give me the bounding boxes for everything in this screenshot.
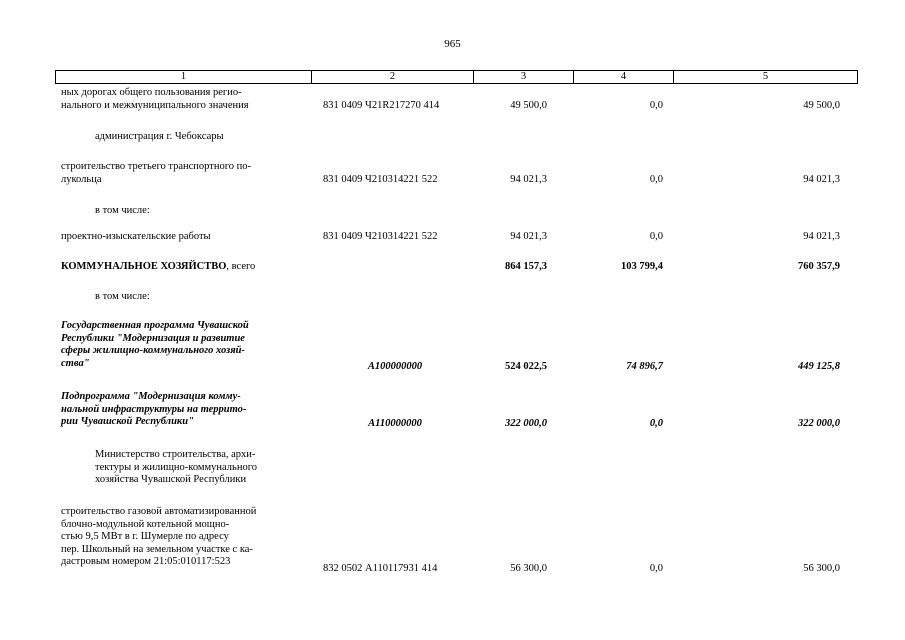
row-value-5: 322 000,0 <box>798 418 840 429</box>
row-code: 831 0409 Ч210314221 522 <box>323 231 438 242</box>
row-value-3: 94 021,3 <box>510 174 547 185</box>
row-code: А100000000 <box>367 361 423 372</box>
row-description: строительство газовой автоматизированной блочно-модульной котельной мощно- стью 9,5 МВт в г. Шумерле по адресу пер. Школьный на земельном участке с ка- дастровым номером 21:05:010117:523 <box>61 506 257 568</box>
row-value-4: 0,0 <box>649 418 663 429</box>
page-number: 965 <box>444 38 461 50</box>
row-description: строительство третьего транспортного по- лукольца <box>61 161 251 185</box>
row-description: ных дорогах общего пользования регио- нального и межмуниципального значения <box>61 87 249 111</box>
row-value-3: 524 022,5 <box>505 361 547 372</box>
row-value-4: 0,0 <box>649 174 663 185</box>
row-description: администрация г. Чебоксары <box>95 131 224 142</box>
row-value-4: 0,0 <box>649 563 663 574</box>
column-header-5: 5 <box>762 71 769 82</box>
row-code: А110000000 <box>368 418 422 429</box>
row-value-5: 49 500,0 <box>803 100 840 111</box>
row-description: проектно-изыскательские работы <box>61 231 211 242</box>
row-value-4: 0,0 <box>649 100 663 111</box>
row-value-3: 94 021,3 <box>510 231 547 242</box>
row-value-3: 322 000,0 <box>505 418 547 429</box>
row-code: 831 0409 Ч210314221 522 <box>323 174 438 185</box>
row-value-3: 56 300,0 <box>510 563 547 574</box>
table-header <box>55 70 858 84</box>
row-value-3: 49 500,0 <box>510 100 547 111</box>
row-value-5: 56 300,0 <box>803 563 840 574</box>
row-value-5: 94 021,3 <box>803 174 840 185</box>
row-description: КОММУНАЛЬНОЕ ХОЗЯЙСТВО, всего <box>61 261 256 272</box>
row-description: Государственная программа Чувашской Республики "Модернизация и развитие сферы жилищно-коммунального хозяй- ства" <box>61 320 249 369</box>
row-code: 831 0409 Ч21R217270 414 <box>323 100 440 111</box>
column-header-1: 1 <box>56 71 312 83</box>
row-description: в том числе: <box>95 205 150 216</box>
row-code: 832 0502 А110117931 414 <box>323 563 438 574</box>
column-header-4: 4 <box>574 71 674 83</box>
row-value-5: 760 357,9 <box>798 261 840 272</box>
row-description: Подпрограмма "Модернизация комму- нальной инфраструктуры на террито- рии Чувашской Республики" <box>61 391 247 428</box>
row-value-4: 74 896,7 <box>626 361 663 372</box>
row-description: в том числе: <box>95 291 150 302</box>
row-value-4: 103 799,4 <box>621 261 663 272</box>
row-value-5: 449 125,8 <box>798 361 840 372</box>
column-header-3: 3 <box>474 71 574 83</box>
row-value-5: 94 021,3 <box>803 231 840 242</box>
column-header-2: 2 <box>312 71 474 83</box>
row-description: Министерство строительства, архи- тектуры и жилищно-коммунального хозяйства Чувашской Республики <box>95 449 257 486</box>
row-value-4: 0,0 <box>649 231 663 242</box>
row-value-3: 864 157,3 <box>505 261 547 272</box>
